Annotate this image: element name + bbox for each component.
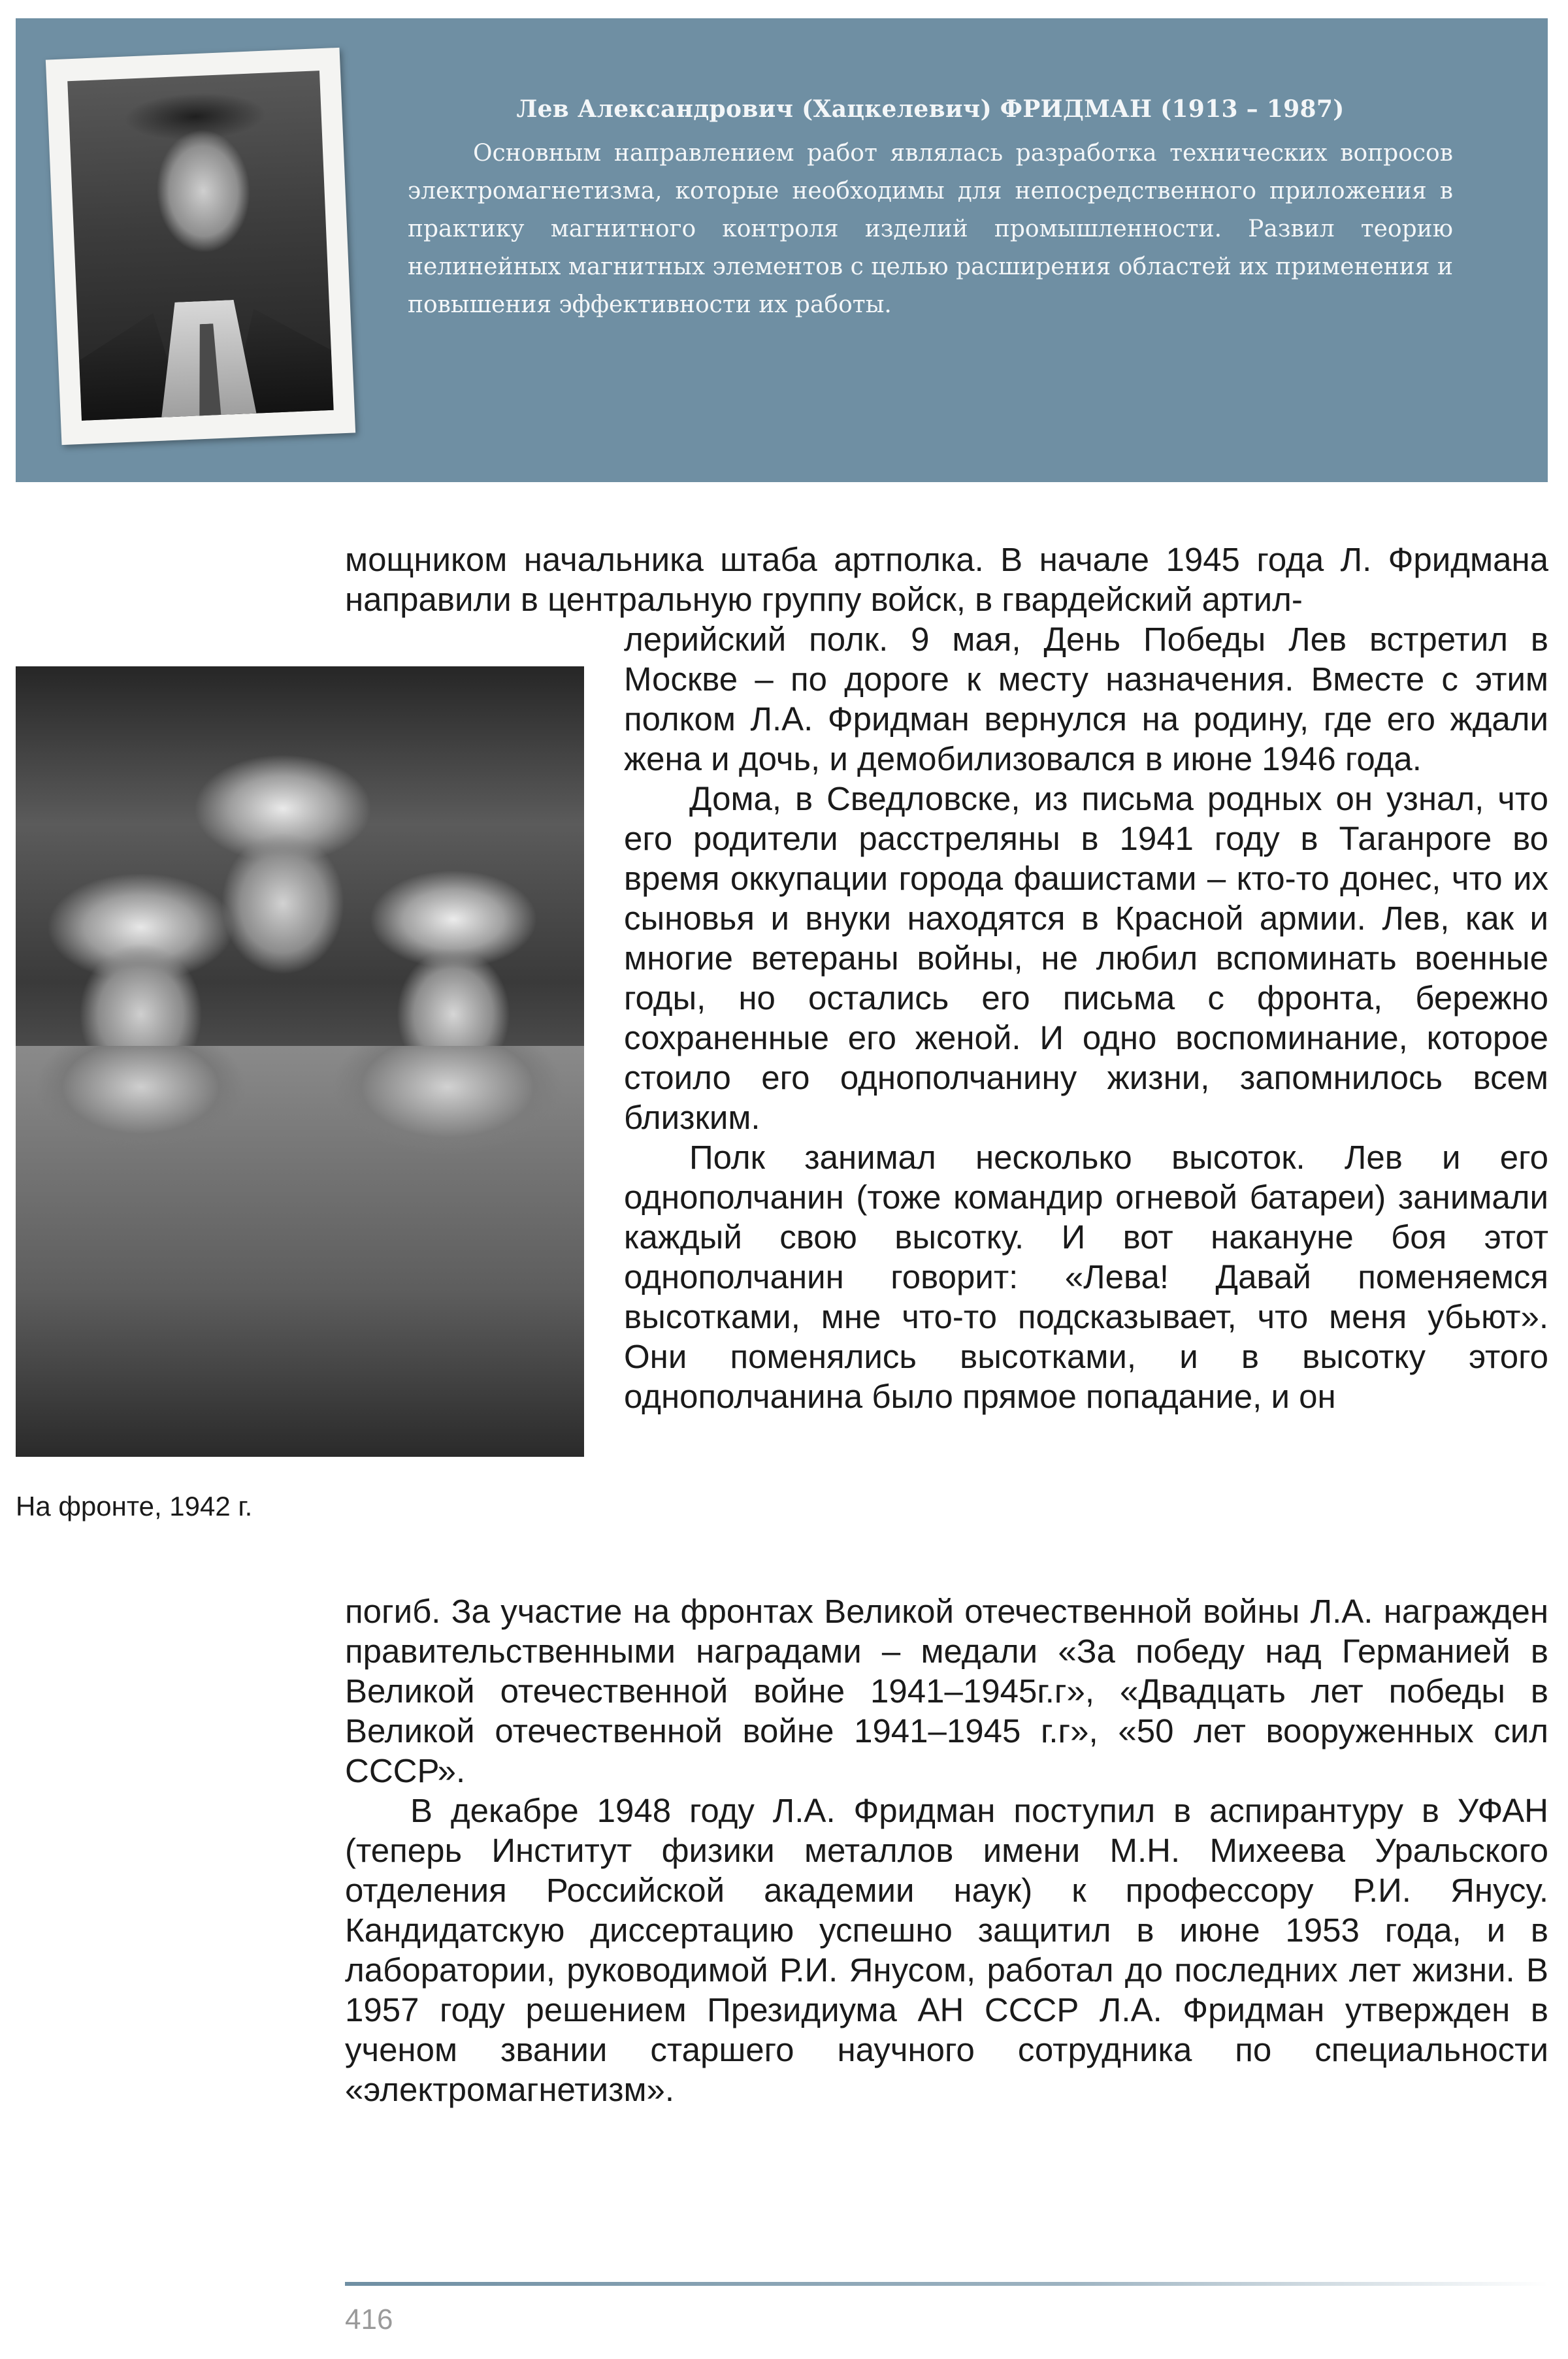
body-full-width — [345, 1591, 1548, 2109]
paragraph-3-start: Полк занимал несколько высоток. Лев и его однополчанин (тоже командир огневой батареи) занимали каждый свою высотку. И вот накануне боя этот однополчанин говорит: «Лева! Давай поменяемся высотками, мне что-то подсказывает, что меня убьют». Они поменялись высотками, и в высотку этого однополчанина было прямое попадание, и он — [624, 1139, 1548, 1415]
paragraph-1-continuation: лерийский полк. 9 мая, День Победы Лев встретил в Москве – по дороге к месту назначения. Вместе с этим полком Л.А. Фридман вернулся на родину, где его ждали жена и дочь, и демобилизовался в июне 1946 года. — [624, 621, 1548, 777]
paragraph-2: Дома, в Сведловске, из письма родных он узнал, что его родители расстреляны в 1941 году в Таганроге во время оккупации города фашистами – кто-то донес, что их сыновья и внуки находятся в Красной армии. Лев, как и многие ветераны войны, не любил вспоминать военные годы, но остались его письма с фронта, бережно сохраненные его женой. И одно воспоминание, которое стоило его однополчанину жизни, запомнилось всем близким. — [624, 780, 1548, 1136]
header-text — [408, 95, 1453, 324]
paragraph-4: В декабре 1948 году Л.А. Фридман поступил в аспирантуру в УФАН (теперь Институт физики металлов имени М.Н. Михеева Уральского отделения Российской академии наук) к профессору Р.И. Янусу. Кандидатскую диссертацию успешно защитил в июне 1953 года, и в лаборатории, руководимой Р.И. Янусом, работал до последних лет жизни. В 1957 году решением Президиума АН СССР Л.А. Фридман утвержден в ученом звании старшего научного сотрудника по специальности «электромагнетизм». — [345, 1792, 1548, 2108]
front-photo-caption: На фронте, 1942 г. — [16, 1491, 253, 1521]
portrait-frame — [46, 48, 355, 445]
page-number: 416 — [345, 2303, 393, 2335]
biography-title: Лев Александрович (Хацкелевич) ФРИДМАН (1913 – 1987) — [516, 95, 1345, 123]
footer-rule — [345, 2282, 1548, 2286]
biography-header-box — [16, 18, 1548, 482]
front-photo-coats — [16, 1046, 584, 1457]
paragraph-3-end: погиб. За участие на фронтах Великой отечественной войны Л.А. награжден правительственными наградами – медали «За победу над Германией в Великой отечественной войне 1941–1945г.г», «Двадцать лет победы в Великой отечественной войне 1941–1945 г.г», «50 лет вооруженных сил СССР». — [345, 1593, 1548, 1789]
biography-summary: Основным направлением работ являлась разработка технических вопросов электромагнетизма, которые необходимы для непосредственного приложения в практику магнитного контроля изделий промышленности. Развил теорию нелинейных магнитных элементов с целью расширения областей их применения и повышения эффективности их работы. — [408, 140, 1453, 318]
front-photo — [16, 666, 584, 1457]
body-first-line: мощником начальника штаба артполка. В начале 1945 года Л. Фридмана направили в центральную группу войск, в гвардейский артил- — [345, 541, 1548, 618]
portrait-photo — [67, 71, 333, 421]
body-wrapped-column — [624, 619, 1548, 1416]
